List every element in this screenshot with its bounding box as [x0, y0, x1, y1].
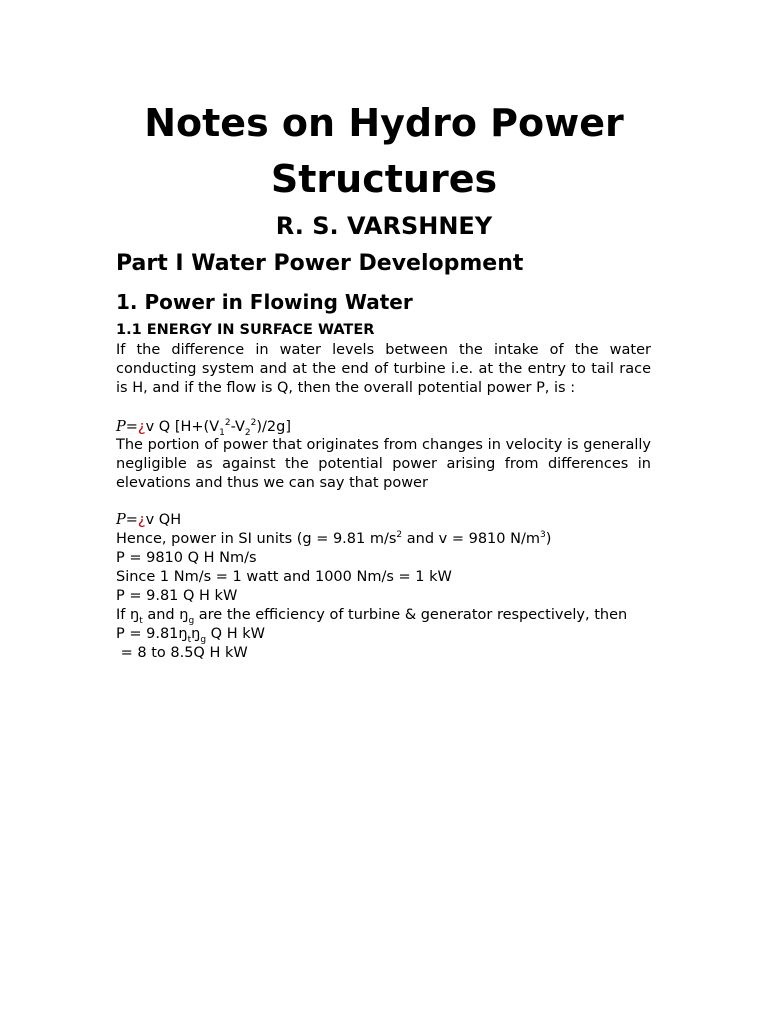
calculation-lines — [116, 530, 651, 663]
author-name: R. S. VARSHNEY — [275, 212, 493, 240]
formula-glyph: ¿ — [137, 512, 146, 528]
line-unit-conversion: Since 1 Nm/s = 1 watt and 1000 Nm/s = 1 kW — [116, 569, 452, 585]
formula-power-with-velocity: P=¿v Q $[H+(V_1^2-V_2^2)/2g]$ — [116, 418, 291, 438]
formula-lhs: P= — [116, 512, 138, 528]
line-power-nms: P = 9810 Q H Nm/s — [116, 550, 257, 566]
formula-power-simplified: P=¿v QH — [116, 512, 182, 528]
formula-lhs: P= — [116, 419, 138, 435]
paragraph-velocity-negligible: The portion of power that originates from changes in velocity is generally negligible as against the potential power arising from differences in elevations and thus we can say that power — [116, 437, 651, 491]
line-efficiency: If $ŋ_t$ and $ŋ_g$ are the efficiency of turbine & generator respectively, then — [116, 607, 628, 626]
title-line-2: Structures — [270, 157, 498, 201]
section-heading: 1.1 ENERGY IN SURFACE WATER — [116, 322, 375, 338]
paragraph-potential-power: If the difference in water levels between the intake of the water conducting system and at the end of turbine i.e. at the entry to tail race is H, and if the flow is Q, then the overall potential power P, is : — [116, 342, 651, 396]
chapter-heading: 1. Power in Flowing Water — [116, 290, 413, 314]
formula-glyph: ¿ — [137, 419, 146, 435]
line-power-kw: P = 9.81 Q H kW — [116, 588, 238, 604]
line-power-efficiency: $P = 9.81ŋ_tŋ_g$ Q H kW — [116, 626, 265, 645]
part-heading: Part I Water Power Development — [116, 251, 524, 276]
line-power-range: = 8 to 8.5Q H kW — [116, 645, 248, 661]
line-si-units: Hence, power in SI units (g = 9.81 $m/s^2$ and v = 9810 $N/m^3$) — [116, 530, 552, 547]
title-line-1: Notes on Hydro Power — [144, 101, 624, 145]
